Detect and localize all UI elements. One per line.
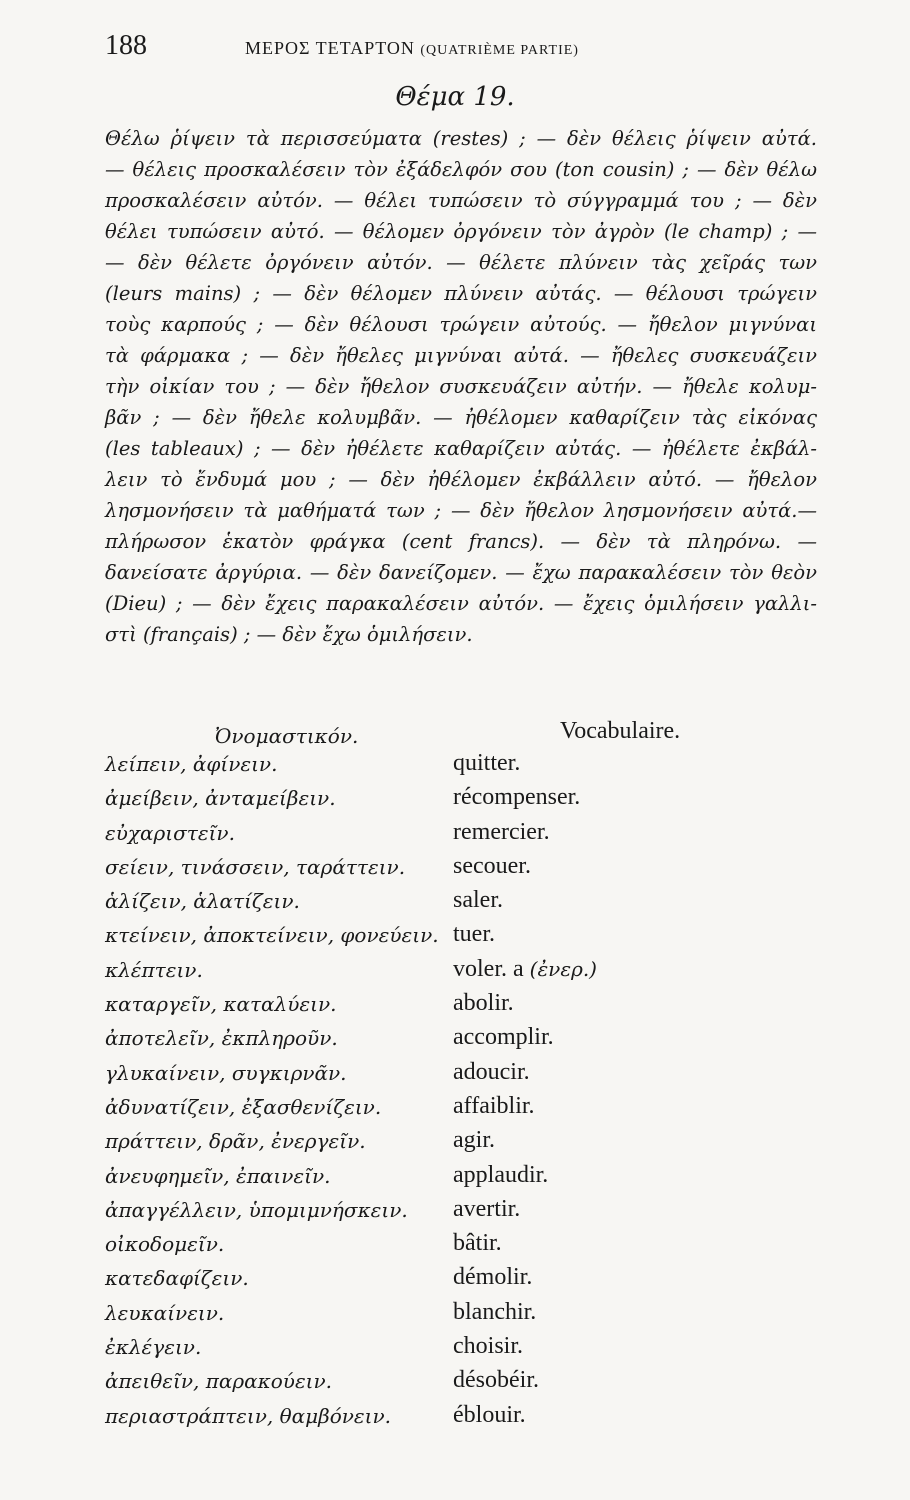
vocabulary-entry: [105, 1335, 805, 1369]
paragraph-line: λησμονήσειν τὰ μαθήματά των ; — δὲν ἤθελον λησμονήσειν αὐτά.—: [105, 499, 817, 522]
french-term: [453, 956, 597, 983]
french-term: adoucir.: [453, 1058, 530, 1085]
vocabulary-entry: [105, 852, 805, 889]
greek-term: ἀποτελεῖν, ἐκπληροῦν.: [105, 1026, 338, 1051]
greek-term: ἀπαγγέλλειν, ὑπομιμνήσκειν.: [105, 1197, 408, 1222]
paragraph-line: προσκαλέσειν αὐτόν. — θέλει τυπώσειν τὸ σύγγραμμά του ; — δὲν: [105, 189, 817, 212]
french-term: secouer.: [453, 852, 531, 879]
greek-term: ἀπειθεῖν, παρακούειν.: [105, 1369, 333, 1394]
greek-term: κατεδαφίζειν.: [105, 1266, 249, 1291]
greek-term: ἁλίζειν, ἁλατίζειν.: [105, 889, 300, 914]
french-term: accomplir.: [453, 1024, 554, 1051]
french-term: choisir.: [453, 1333, 523, 1360]
paragraph-line: Θέλω ῥίψειν τὰ περισσεύματα (restes) ; — δὲν θέλεις ῥίψειν αὐτά.: [105, 127, 817, 150]
greek-term: λείπειν, ἀφίνειν.: [105, 752, 278, 776]
vocabulary-entry: [105, 1026, 805, 1060]
running-head: [245, 38, 579, 59]
greek-term: πράττειν, δρᾶν, ἐνεργεῖν.: [105, 1129, 366, 1154]
vocabulary-headings: [105, 718, 805, 752]
greek-term: καταργεῖν, καταλύειν.: [105, 992, 337, 1017]
greek-term: ἀμείβειν, ἀνταμείβειν.: [105, 786, 336, 811]
vocabulary-entry: [105, 1058, 805, 1095]
paragraph-line: πλήρωσον ἑκατὸν φράγκα (cent francs). — δὲν τὰ πληρόνω. —: [105, 530, 817, 553]
french-term: blanchir.: [453, 1298, 537, 1325]
french-term: démolir.: [453, 1264, 533, 1291]
exercise-paragraph: [105, 123, 817, 650]
french-term: éblouir.: [453, 1401, 526, 1428]
french-term: quitter.: [453, 750, 521, 776]
french-term-text: voler. a: [453, 955, 524, 982]
greek-term: κτείνειν, ἀποκτείνειν, φονεύειν.: [105, 923, 439, 948]
french-term: récompenser.: [453, 784, 581, 811]
greek-term: ἀνευφημεῖν, ἐπαινεῖν.: [105, 1163, 331, 1188]
vocabulary-entry: [105, 1369, 805, 1403]
greek-term: περιαστράπτειν, θαμβόνειν.: [105, 1403, 392, 1428]
paragraph-line: δανείσατε ἀργύρια. — δὲν δανείζομεν. — ἔχω παρακαλέσειν τὸν θεὸν: [105, 561, 817, 584]
vocabulary-entry: [105, 1401, 805, 1438]
french-term: bâtir.: [453, 1230, 502, 1257]
vocabulary-entry: [105, 1129, 805, 1163]
french-term: remercier.: [453, 818, 550, 845]
vocabulary-entry: [105, 1161, 805, 1198]
greek-term: ἐκλέγειν.: [105, 1335, 202, 1360]
paragraph-line: — θέλεις προσκαλέσειν τὸν ἐξάδελφόν σου (ton cousin) ; — δὲν θέλω: [105, 158, 817, 181]
french-term: tuer.: [453, 921, 495, 948]
paragraph-line: τὴν οἰκίαν του ; — δὲν ἤθελον συσκευάζειν αὐτήν. — ἤθελε κολυμ-: [105, 375, 817, 398]
vocabulary-list: [105, 752, 805, 1438]
paragraph-line: λειν τὸ ἔνδυμά μου ; — δὲν ἠθέλομεν ἐκβάλλειν αὐτό. — ἤθελον: [105, 468, 817, 491]
vocabulary-entry: [105, 1195, 805, 1232]
french-term: applaudir.: [453, 1161, 549, 1188]
greek-term: λευκαίνειν.: [105, 1300, 225, 1325]
vocabulary-entry: [105, 752, 805, 786]
vocabulary-entry: [105, 1266, 805, 1300]
french-term: saler.: [453, 887, 503, 914]
french-term: affaiblir.: [453, 1092, 535, 1119]
paragraph-line: τὰ φάρμακα ; — δὲν ἤθελες μιγνύναι αὐτά. — ἤθελες συσκευάζειν: [105, 344, 817, 367]
paragraph-line: στὶ (français) ; — δὲν ἔχω ὁμιλήσειν.: [105, 623, 473, 646]
vocabulary-entry: [105, 1298, 805, 1335]
french-term: avertir.: [453, 1195, 521, 1222]
paragraph-line: (Dieu) ; — δὲν ἔχεις παρακαλέσειν αὐτόν. — ἔχεις ὁμιλήσειν γαλλι-: [105, 592, 817, 615]
greek-term: γλυκαίνειν, συγκιρνᾶν.: [105, 1060, 347, 1085]
vocabulary-entry: [105, 992, 805, 1026]
greek-term: σείειν, τινάσσειν, ταράττειν.: [105, 854, 406, 879]
page-number: 188: [105, 30, 147, 61]
vocabulary-entry: [105, 1092, 805, 1129]
exercise-title: Θέμα 19.: [395, 82, 515, 112]
french-term: désobéir.: [453, 1367, 539, 1394]
paragraph-line: (leurs mains) ; — δὲν θέλομεν πλύνειν αὐτάς. — θέλουσι τρώγειν: [105, 282, 817, 305]
vocabulary-entry: [105, 889, 805, 923]
page-header: [105, 30, 805, 64]
paragraph-line: θέλει τυπώσειν αὐτό. — θέλομεν ὀργόνειν τὸν ἀγρὸν (le champ) ; —: [105, 220, 817, 243]
paragraph-line: — δὲν θέλετε ὀργόνειν αὐτόν. — θέλετε πλύνειν τὰς χεῖράς των: [105, 251, 817, 274]
vocabulary-entry: [105, 786, 805, 820]
paragraph-line: (les tableaux) ; — δὲν ἠθέλετε καθαρίζειν αὐτάς. — ἠθέλετε ἐκβάλ-: [105, 437, 817, 460]
vocabulary-entry: [105, 923, 805, 957]
vocabulary-heading-french: Vocabulaire.: [560, 718, 681, 744]
paragraph-line: βᾶν ; — δὲν ἤθελε κολυμβᾶν. — ἠθέλομεν καθαρίζειν τὰς εἰκόνας: [105, 406, 817, 429]
vocabulary-entry: [105, 818, 805, 855]
greek-term: οἰκοδομεῖν.: [105, 1232, 225, 1257]
vocabulary-heading-greek: Ὀνομαστικόν.: [215, 724, 359, 748]
greek-term: εὐχαριστεῖν.: [105, 820, 235, 845]
greek-term: ἀδυνατίζειν, ἐξασθενίζειν.: [105, 1094, 382, 1119]
running-head-french: (QUATRIÈME PARTIE): [420, 43, 579, 58]
paragraph-line: τοὺς καρπούς ; — δὲν θέλουσι τρώγειν αὐτούς. — ἤθελον μιγνύναι: [105, 313, 817, 336]
vocabulary-entry: [105, 955, 805, 992]
french-term: abolir.: [453, 990, 514, 1017]
vocabulary-entry: [105, 1232, 805, 1266]
greek-term: κλέπτειν.: [105, 957, 203, 982]
grammar-note: (ἐνερ.): [529, 956, 597, 981]
running-head-greek: ΜΕΡΟΣ ΤΕΤΑΡΤΟΝ: [245, 38, 415, 58]
french-term: agir.: [453, 1127, 495, 1154]
